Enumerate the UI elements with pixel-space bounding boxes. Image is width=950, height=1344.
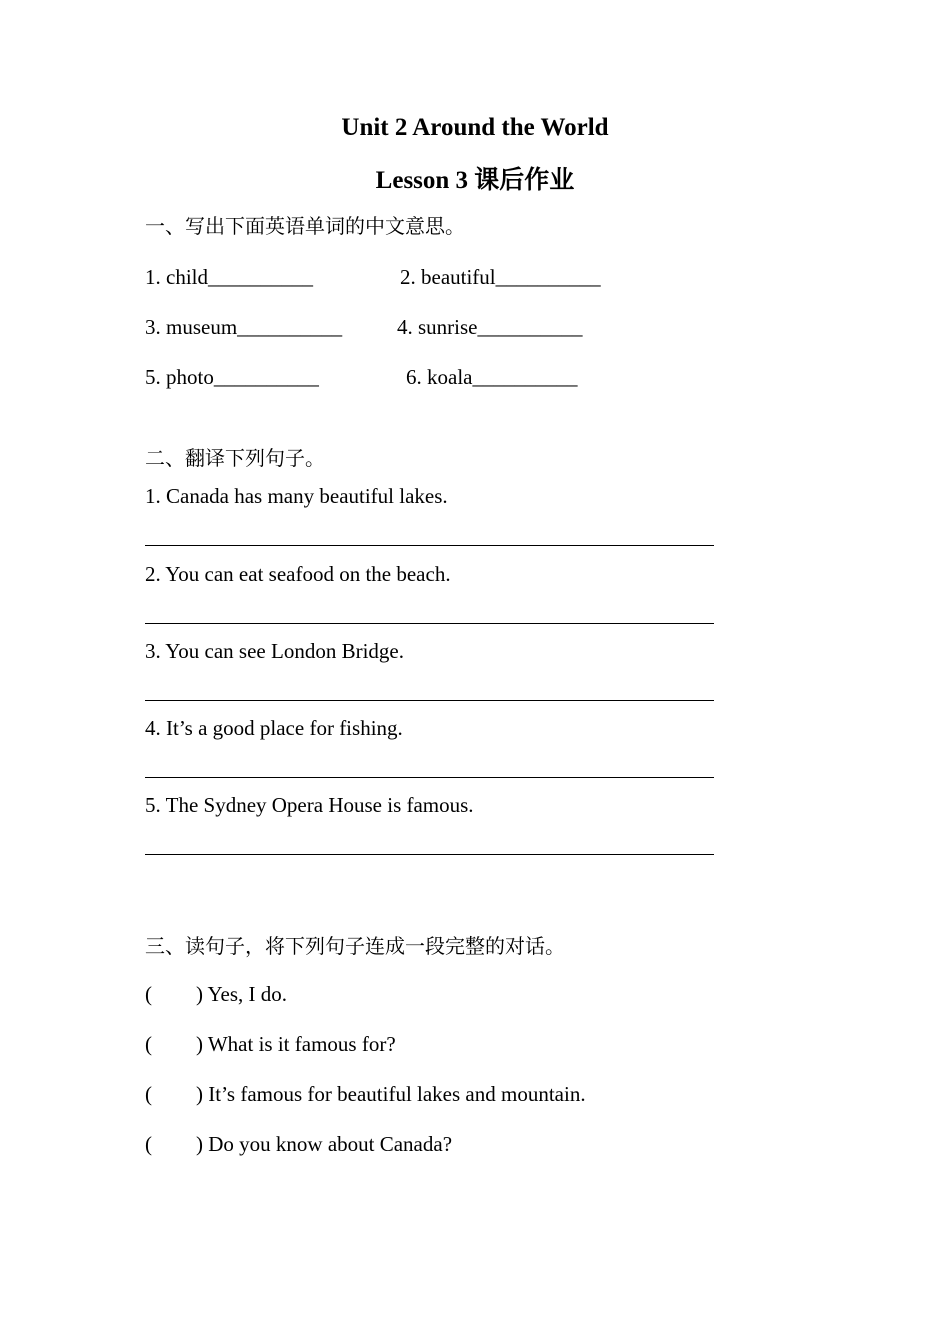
answer-line-5 [145,854,714,855]
page-title: Unit 2 Around the World [341,114,609,141]
word-item-4: 4. sunrise__________ [397,315,583,339]
bracket-open-1: ( [145,982,152,1006]
sentence-4: 4. It’s a good place for fishing. [145,716,403,740]
sentence-5: 5. The Sydney Opera House is famous. [145,793,474,817]
sentence-3: 3. You can see London Bridge. [145,639,404,663]
dialogue-line-3: ) It’s famous for beautiful lakes and mountain. [196,1082,586,1106]
page-subtitle: Lesson 3 课后作业 [375,167,575,194]
dialogue-line-2: ) What is it famous for? [196,1032,396,1056]
dialogue-line-1: ) Yes, I do. [196,982,288,1006]
word-item-3: 3. museum__________ [145,315,343,339]
bracket-open-2: ( [145,1032,152,1056]
section2-heading: 二、翻译下列句子。 [145,446,325,470]
word-item-2: 2. beautiful__________ [400,265,601,289]
answer-line-4 [145,777,714,778]
word-item-6: 6. koala__________ [406,365,578,389]
sentence-1: 1. Canada has many beautiful lakes. [145,484,448,508]
sentence-2: 2. You can eat seafood on the beach. [145,562,451,586]
bracket-open-3: ( [145,1082,152,1106]
answer-line-3 [145,700,714,701]
word-item-1: 1. child__________ [145,265,313,289]
dialogue-line-4: ) Do you know about Canada? [196,1132,453,1156]
answer-line-1 [145,545,714,546]
bracket-open-4: ( [145,1132,152,1156]
section3-heading: 三、读句子，将下列句子连成一段完整的对话。 [145,934,565,958]
word-item-5: 5. photo__________ [145,365,319,389]
answer-line-2 [145,623,714,624]
section1-heading: 一、写出下面英语单词的中文意思。 [145,214,465,238]
